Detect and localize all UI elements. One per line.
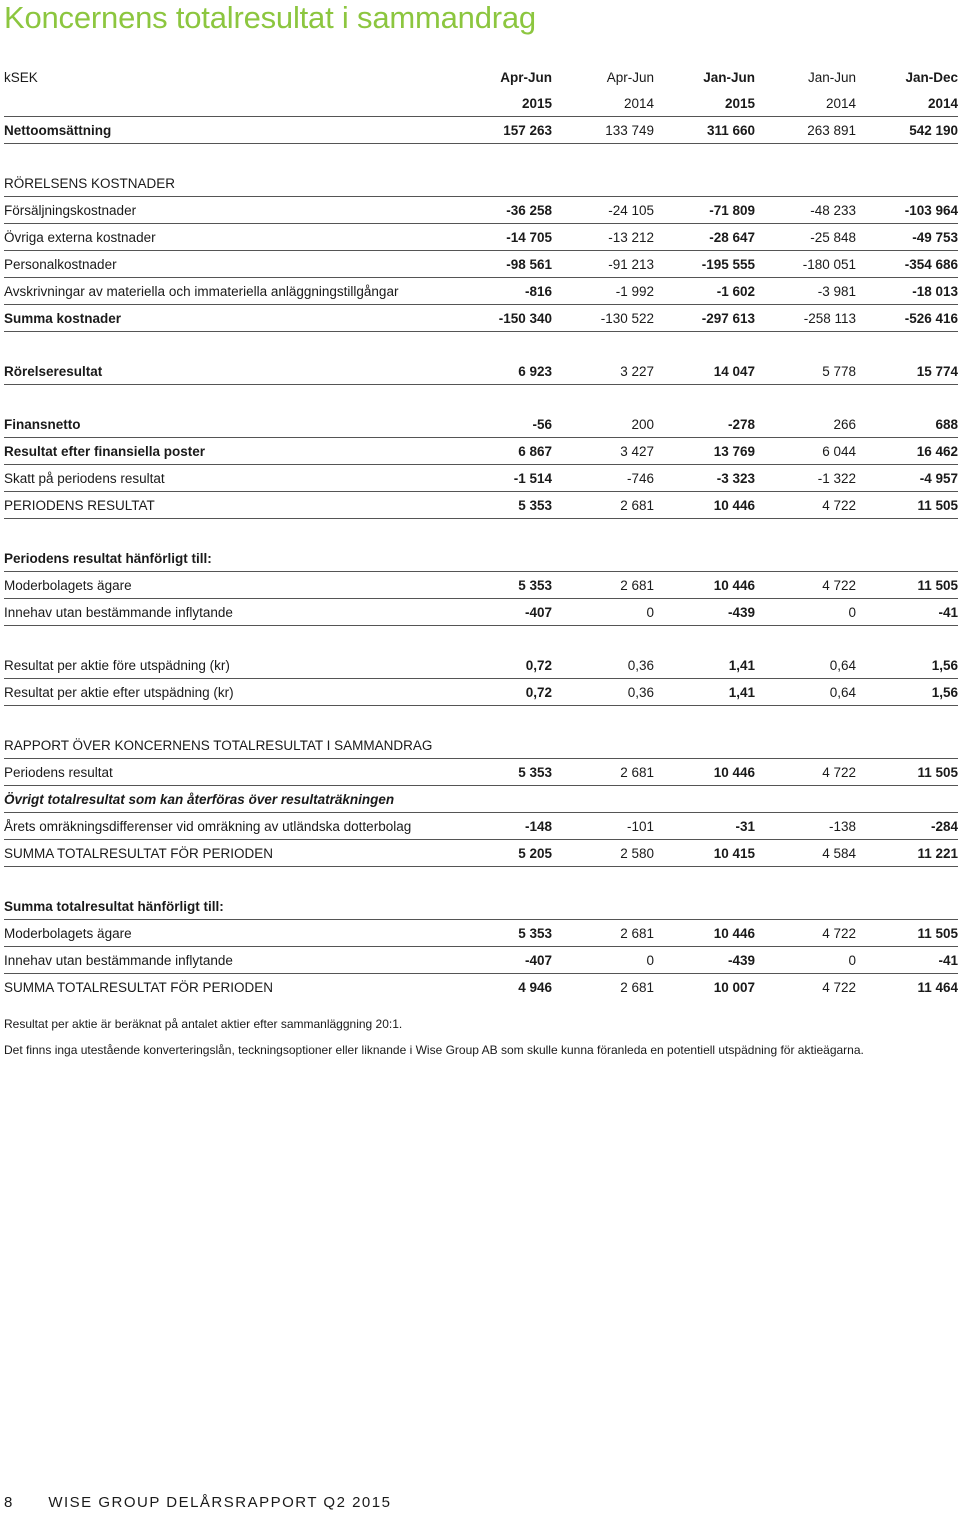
- value-cell: -130 522: [552, 305, 654, 332]
- value-cell: 0,36: [552, 652, 654, 679]
- value-cell: -439: [654, 599, 755, 626]
- header-cell: 2014: [856, 90, 958, 117]
- value-cell: 1,41: [654, 652, 755, 679]
- table-row: [4, 117, 958, 144]
- table-row: [4, 974, 958, 1001]
- value-cell: 0,64: [755, 679, 856, 706]
- row-label: Resultat per aktie efter utspädning (kr): [4, 679, 452, 706]
- table-row: [4, 492, 958, 519]
- value-cell: -278: [654, 411, 755, 438]
- value-cell: -56: [452, 411, 552, 438]
- spacer-cell: [4, 519, 958, 546]
- header-row-periods: [4, 64, 958, 90]
- value-cell: -1 514: [452, 465, 552, 492]
- value-cell: 5 353: [452, 572, 552, 599]
- row-label: Summa kostnader: [4, 305, 452, 332]
- row-label: Årets omräkningsdifferenser vid omräkning av utländska dotterbolag: [4, 813, 452, 840]
- value-cell: 1,41: [654, 679, 755, 706]
- value-cell: -13 212: [552, 224, 654, 251]
- value-cell: 10 446: [654, 492, 755, 519]
- value-cell: -14 705: [452, 224, 552, 251]
- value-cell: 0: [552, 947, 654, 974]
- value-cell: 11 221: [856, 840, 958, 867]
- table-row: [4, 679, 958, 706]
- value-cell: -816: [452, 278, 552, 305]
- row-label: RÖRELSENS KOSTNADER: [4, 170, 958, 197]
- value-cell: -101: [552, 813, 654, 840]
- spacer-cell: [4, 144, 958, 171]
- value-cell: 0,72: [452, 679, 552, 706]
- row-label: PERIODENS RESULTAT: [4, 492, 452, 519]
- row-label: Rörelseresultat: [4, 358, 452, 385]
- value-cell: -91 213: [552, 251, 654, 278]
- header-cell: 2015: [452, 90, 552, 117]
- value-cell: 5 353: [452, 759, 552, 786]
- header-cell: Apr-Jun: [606, 69, 654, 85]
- value-cell: -18 013: [856, 278, 958, 305]
- value-cell: 157 263: [452, 117, 552, 144]
- value-cell: 263 891: [755, 117, 856, 144]
- row-label: Nettoomsättning: [4, 117, 452, 144]
- value-cell: -407: [452, 947, 552, 974]
- value-cell: -3 323: [654, 465, 755, 492]
- header-cell: 2015: [654, 90, 755, 117]
- spacer-row: [4, 144, 958, 171]
- value-cell: -48 233: [755, 197, 856, 224]
- row-label: RAPPORT ÖVER KONCERNENS TOTALRESULTAT I SAMMANDRAG: [4, 732, 958, 759]
- row-label: Övriga externa kostnader: [4, 224, 452, 251]
- header-unit: [4, 90, 452, 117]
- value-cell: -180 051: [755, 251, 856, 278]
- value-cell: -439: [654, 947, 755, 974]
- row-label: Summa totalresultat hänförligt till:: [4, 893, 958, 920]
- value-cell: -1 602: [654, 278, 755, 305]
- value-cell: 2 681: [620, 979, 654, 995]
- value-cell: 6 867: [452, 438, 552, 465]
- notes: [4, 1016, 864, 1068]
- value-cell: 2 681: [552, 759, 654, 786]
- value-cell: 1,56: [856, 679, 958, 706]
- value-cell: 2 681: [552, 572, 654, 599]
- value-cell: 4 722: [822, 979, 856, 995]
- row-label: Övrigt totalresultat som kan återföras över resultaträkningen: [4, 786, 958, 813]
- value-cell: -4 957: [856, 465, 958, 492]
- header-cell: Apr-Jun: [500, 69, 552, 85]
- footer-text: WISE GROUP DELÅRSRAPPORT Q2 2015: [48, 1494, 392, 1511]
- value-cell: 0,36: [552, 679, 654, 706]
- value-cell: -354 686: [856, 251, 958, 278]
- value-cell: -36 258: [452, 197, 552, 224]
- value-cell: 4 722: [755, 492, 856, 519]
- value-cell: 0,72: [452, 652, 552, 679]
- value-cell: 11 505: [856, 572, 958, 599]
- value-cell: 200: [552, 411, 654, 438]
- value-cell: 16 462: [856, 438, 958, 465]
- value-cell: -28 647: [654, 224, 755, 251]
- spacer-row: [4, 867, 958, 894]
- table-row: [4, 197, 958, 224]
- row-label: Finansnetto: [4, 411, 452, 438]
- table-row: [4, 438, 958, 465]
- value-cell: 5 205: [452, 840, 552, 867]
- table-row: [4, 465, 958, 492]
- header-unit: kSEK: [4, 69, 38, 85]
- value-cell: -31: [654, 813, 755, 840]
- value-cell: 133 749: [552, 117, 654, 144]
- row-label: Periodens resultat hänförligt till:: [4, 545, 958, 572]
- row-label: Försäljningskostnader: [4, 197, 452, 224]
- row-label: Periodens resultat: [4, 759, 452, 786]
- table-row: [4, 732, 958, 759]
- spacer-cell: [4, 626, 958, 653]
- value-cell: 0: [755, 599, 856, 626]
- value-cell: 5 778: [755, 358, 856, 385]
- header-cell: Jan-Jun: [703, 69, 755, 85]
- value-cell: 5 353: [452, 492, 552, 519]
- value-cell: -103 964: [856, 197, 958, 224]
- value-cell: -526 416: [856, 305, 958, 332]
- table-row: [4, 572, 958, 599]
- spacer-row: [4, 626, 958, 653]
- value-cell: 4 722: [755, 572, 856, 599]
- table-row: [4, 251, 958, 278]
- table-row: [4, 545, 958, 572]
- table-row: [4, 759, 958, 786]
- value-cell: 15 774: [856, 358, 958, 385]
- value-cell: 6 044: [755, 438, 856, 465]
- note: Resultat per aktie är beräknat på antalet aktier efter sammanläggning 20:1.: [4, 1017, 403, 1031]
- spacer-row: [4, 385, 958, 412]
- header-row-years: [4, 90, 958, 117]
- header-cell: 2014: [755, 90, 856, 117]
- value-cell: 11 464: [917, 979, 958, 995]
- value-cell: 542 190: [856, 117, 958, 144]
- value-cell: 1,56: [856, 652, 958, 679]
- value-cell: -25 848: [755, 224, 856, 251]
- value-cell: -150 340: [452, 305, 552, 332]
- value-cell: -71 809: [654, 197, 755, 224]
- page-title: Koncernens totalresultat i sammandrag: [4, 0, 536, 35]
- table-row: [4, 411, 958, 438]
- table-row: [4, 224, 958, 251]
- value-cell: 2 681: [552, 492, 654, 519]
- header-cell: Jan-Dec: [905, 69, 958, 85]
- spacer-row: [4, 519, 958, 546]
- spacer-cell: [4, 332, 958, 359]
- value-cell: 11 505: [856, 492, 958, 519]
- value-cell: 14 047: [654, 358, 755, 385]
- row-label: Innehav utan bestämmande inflytande: [4, 947, 452, 974]
- value-cell: -138: [755, 813, 856, 840]
- value-cell: -41: [856, 947, 958, 974]
- table-row: [4, 947, 958, 974]
- value-cell: -98 561: [452, 251, 552, 278]
- value-cell: 10 446: [654, 759, 755, 786]
- row-label: Innehav utan bestämmande inflytande: [4, 599, 452, 626]
- spacer-cell: [4, 867, 958, 894]
- header-cell: Jan-Jun: [807, 69, 856, 85]
- value-cell: -746: [552, 465, 654, 492]
- value-cell: -148: [452, 813, 552, 840]
- table-row: [4, 840, 958, 867]
- table-row: [4, 920, 958, 947]
- value-cell: 688: [856, 411, 958, 438]
- table-row: [4, 278, 958, 305]
- row-label: Resultat efter finansiella poster: [4, 438, 452, 465]
- value-cell: 4 946: [518, 979, 552, 995]
- value-cell: 266: [755, 411, 856, 438]
- value-cell: -284: [856, 813, 958, 840]
- value-cell: 5 353: [452, 920, 552, 947]
- value-cell: 6 923: [452, 358, 552, 385]
- value-cell: 11 505: [856, 759, 958, 786]
- table-row: [4, 786, 958, 813]
- value-cell: -1 992: [552, 278, 654, 305]
- row-label: SUMMA TOTALRESULTAT FÖR PERIODEN: [4, 840, 452, 867]
- spacer-row: [4, 706, 958, 733]
- value-cell: 4 584: [755, 840, 856, 867]
- value-cell: -297 613: [654, 305, 755, 332]
- value-cell: -41: [856, 599, 958, 626]
- spacer-cell: [4, 706, 958, 733]
- value-cell: 4 722: [755, 759, 856, 786]
- value-cell: -24 105: [552, 197, 654, 224]
- value-cell: -195 555: [654, 251, 755, 278]
- value-cell: 0: [755, 947, 856, 974]
- row-label: Moderbolagets ägare: [4, 572, 452, 599]
- value-cell: 311 660: [654, 117, 755, 144]
- value-cell: 2 580: [552, 840, 654, 867]
- row-label: Skatt på periodens resultat: [4, 465, 452, 492]
- page-footer: [4, 1494, 391, 1511]
- spacer-row: [4, 332, 958, 359]
- table-row: [4, 652, 958, 679]
- row-label: Avskrivningar av materiella och immateriella anläggningstillgångar: [4, 278, 452, 305]
- value-cell: 3 227: [552, 358, 654, 385]
- value-cell: 10 415: [654, 840, 755, 867]
- page-number: 8: [4, 1494, 13, 1511]
- income-statement-table: [4, 64, 958, 1000]
- value-cell: -407: [452, 599, 552, 626]
- table-row: [4, 170, 958, 197]
- row-label: SUMMA TOTALRESULTAT FÖR PERIODEN: [4, 979, 274, 995]
- table-row: [4, 599, 958, 626]
- value-cell: 4 722: [755, 920, 856, 947]
- value-cell: 10 446: [654, 572, 755, 599]
- value-cell: 3 427: [552, 438, 654, 465]
- value-cell: 0,64: [755, 652, 856, 679]
- value-cell: 11 505: [856, 920, 958, 947]
- value-cell: -3 981: [755, 278, 856, 305]
- header-cell: 2014: [552, 90, 654, 117]
- table-row: [4, 358, 958, 385]
- row-label: Personalkostnader: [4, 251, 452, 278]
- row-label: Resultat per aktie före utspädning (kr): [4, 652, 452, 679]
- value-cell: 10 446: [654, 920, 755, 947]
- table-row: [4, 893, 958, 920]
- value-cell: 0: [552, 599, 654, 626]
- row-label: Moderbolagets ägare: [4, 920, 452, 947]
- value-cell: 2 681: [552, 920, 654, 947]
- value-cell: -49 753: [856, 224, 958, 251]
- table-row: [4, 813, 958, 840]
- value-cell: 13 769: [654, 438, 755, 465]
- value-cell: -258 113: [755, 305, 856, 332]
- note: Det finns inga utestående konverteringslån, teckningsoptioner eller liknande i Wise Group AB som skulle kunna föranleda en potentiell utspädning för aktieägarna.: [4, 1043, 864, 1057]
- value-cell: -1 322: [755, 465, 856, 492]
- spacer-cell: [4, 385, 958, 412]
- value-cell: 10 007: [713, 979, 755, 995]
- table-row: [4, 305, 958, 332]
